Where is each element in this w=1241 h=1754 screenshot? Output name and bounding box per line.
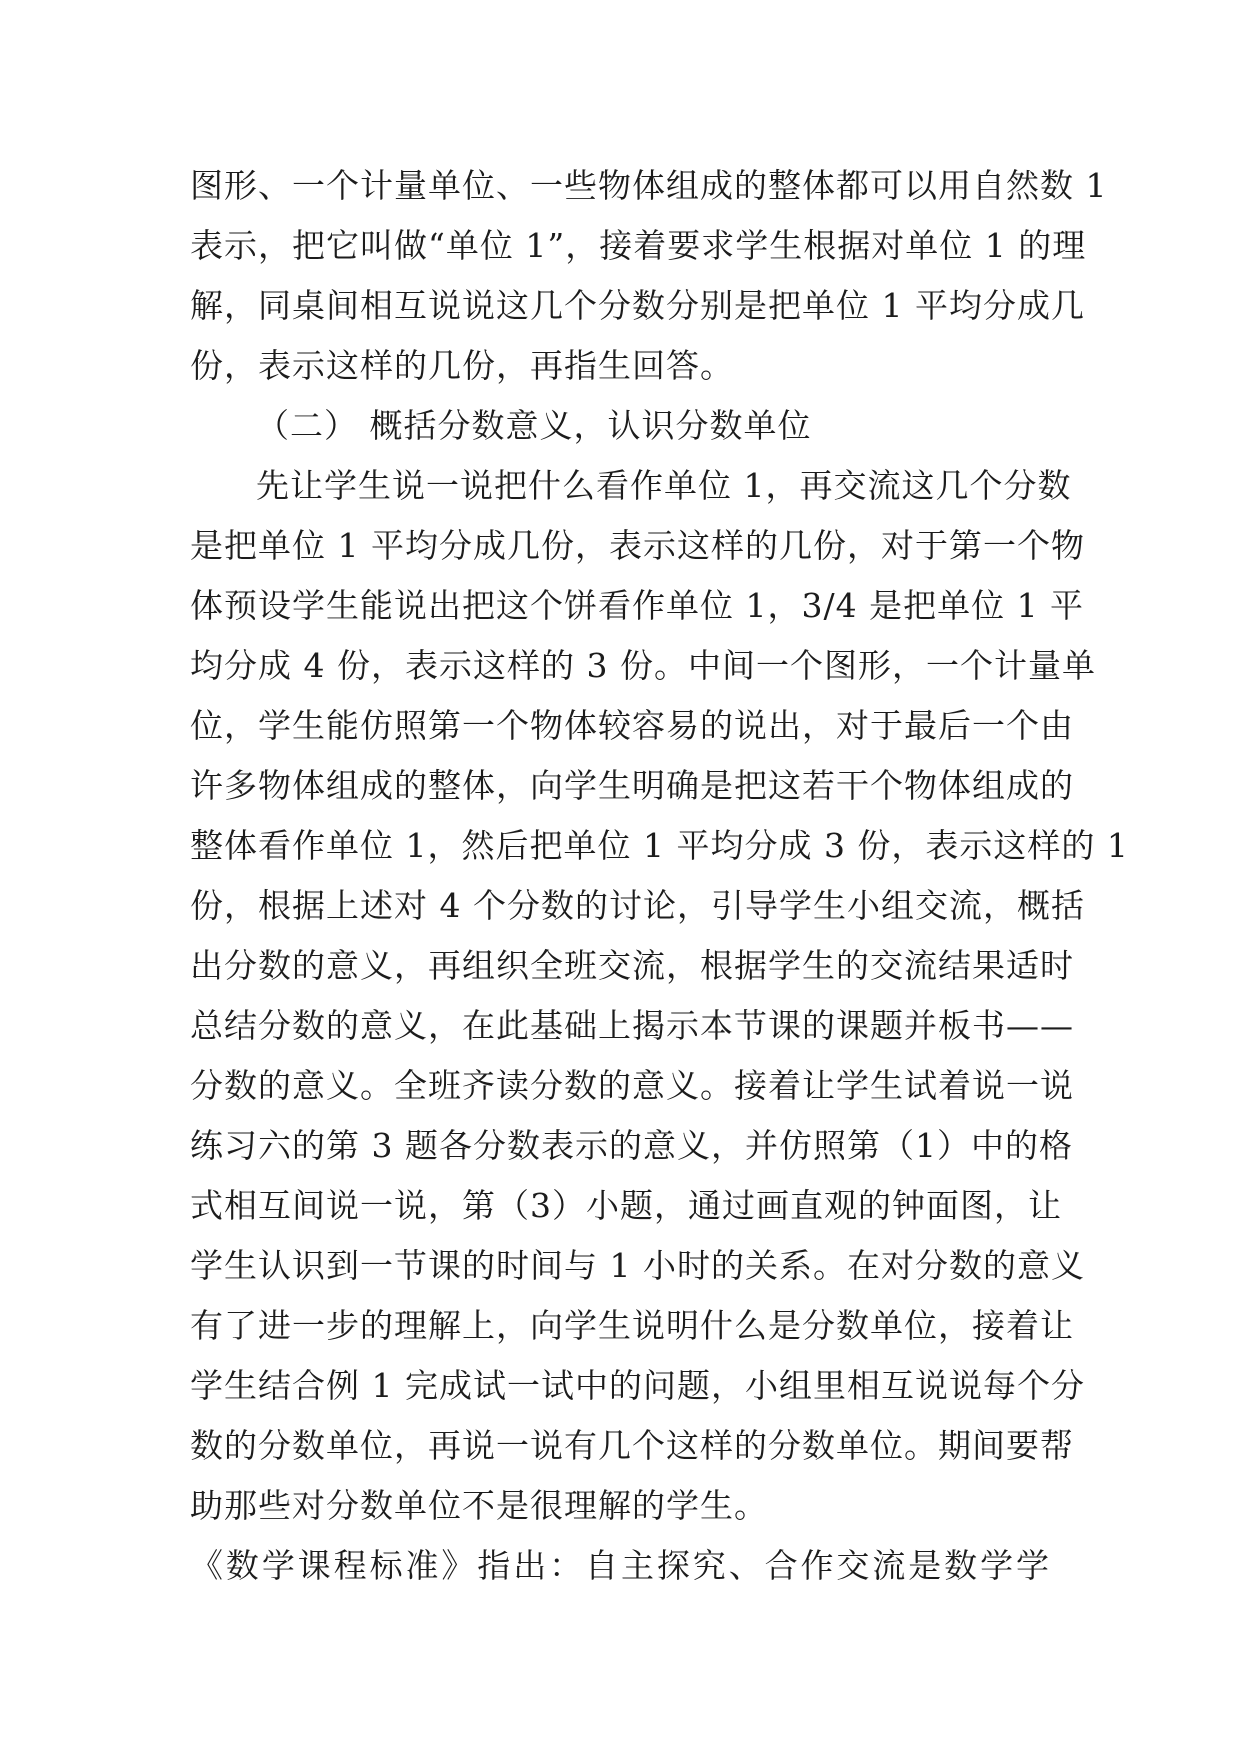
section-heading: （二） 概括分数意义，认识分数单位	[256, 406, 812, 445]
text-line: 分数的意义。全班齐读分数的意义。接着让学生试着说一说	[190, 1066, 1074, 1105]
paragraph-first-line: 先让学生说一说把什么看作单位 1，再交流这几个分数	[256, 466, 1072, 505]
text-line: 份，表示这样的几份，再指生回答。	[190, 346, 734, 385]
text-line: 有了进一步的理解上，向学生说明什么是分数单位，接着让	[190, 1306, 1074, 1345]
text-line: 份，根据上述对 4 个分数的讨论，引导学生小组交流，概括	[190, 886, 1085, 925]
text-line: 整体看作单位 1，然后把单位 1 平均分成 3 份，表示这样的 1	[190, 826, 1129, 865]
text-line: 学生认识到一节课的时间与 1 小时的关系。在对分数的意义	[190, 1246, 1085, 1285]
text-line: 均分成 4 份，表示这样的 3 份。中间一个图形，一个计量单	[190, 646, 1096, 685]
text-line: 助那些对分数单位不是很理解的学生。	[190, 1486, 768, 1525]
text-line: 数的分数单位，再说一说有几个这样的分数单位。期间要帮	[190, 1426, 1074, 1465]
text-line: 是把单位 1 平均分成几份，表示这样的几份，对于第一个物	[190, 526, 1085, 565]
paragraph-first-line: 《数学课程标准》指出：自主探究、合作交流是数学学	[190, 1546, 1050, 1585]
text-line: 许多物体组成的整体，向学生明确是把这若干个物体组成的	[190, 766, 1074, 805]
text-line: 练习六的第 3 题各分数表示的意义，并仿照第（1）中的格	[190, 1126, 1073, 1165]
text-line: 位，学生能仿照第一个物体较容易的说出，对于最后一个由	[190, 706, 1074, 745]
text-line: 出分数的意义，再组织全班交流，根据学生的交流结果适时	[190, 946, 1074, 985]
text-line: 总结分数的意义，在此基础上揭示本节课的课题并板书——	[190, 1006, 1074, 1045]
text-line: 解，同桌间相互说说这几个分数分别是把单位 1 平均分成几	[190, 286, 1085, 325]
text-line: 图形、一个计量单位、一些物体组成的整体都可以用自然数 1	[190, 166, 1108, 205]
text-line: 体预设学生能说出把这个饼看作单位 1，3/4 是把单位 1 平	[190, 586, 1085, 625]
text-line: 式相互间说一说，第（3）小题，通过画直观的钟面图，让	[190, 1186, 1062, 1225]
text-line: 表示，把它叫做“单位 1”，接着要求学生根据对单位 1 的理	[190, 226, 1087, 265]
text-line: 学生结合例 1 完成试一试中的问题，小组里相互说说每个分	[190, 1366, 1085, 1405]
